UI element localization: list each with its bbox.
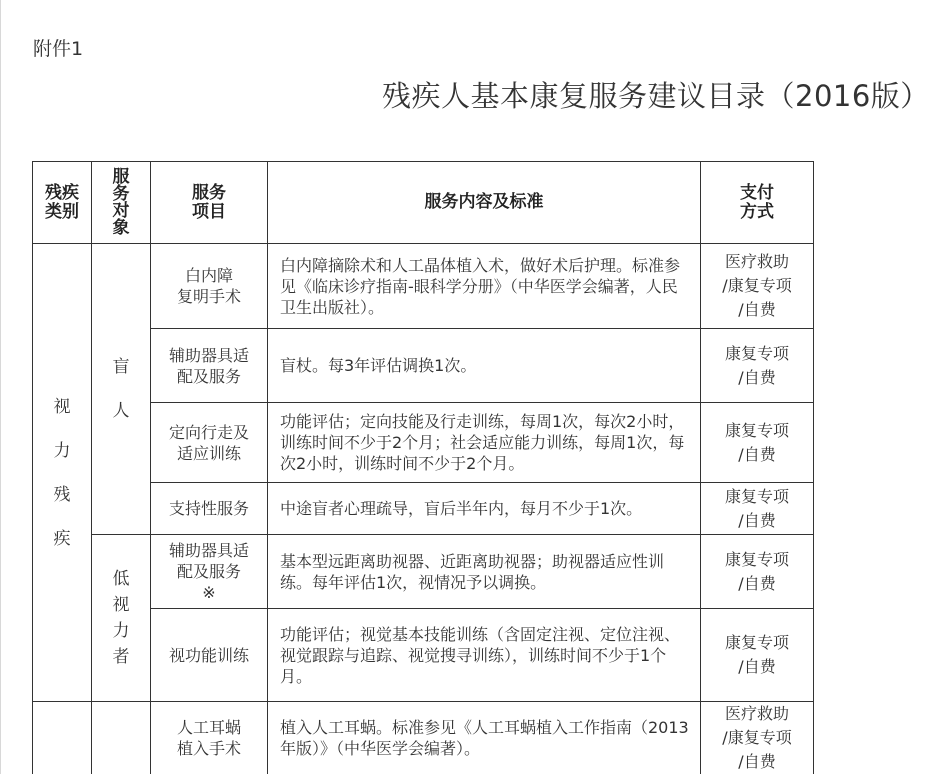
payment-cell: 康复专项 /自费 [701,535,814,609]
item-cell: 白内障 复明手术 [151,244,268,329]
content-cell: 功能评估；视觉基本技能训练（含固定注视、定位注视、视觉跟踪与追踪、视觉搜寻训练），训练时间不少于1个月。 [268,609,701,702]
left-edge-rule [0,0,1,774]
table-row [33,403,814,483]
target-blind-cell: 盲 人 [92,244,151,535]
item-cell: 人工耳蜗 植入手术 [151,702,268,774]
target-cell-empty [92,702,151,774]
payment-cell: 医疗救助 /康复专项 /自费 [701,702,814,774]
table-header-row [33,162,814,244]
target-lowvision-cell: 低 视 力 者 [92,535,151,702]
table-row [33,329,814,403]
payment-cell: 康复专项 /自费 [701,329,814,403]
item-cell: 辅助器具适 配及服务 [151,329,268,403]
content-cell: 白内障摘除术和人工晶体植入术，做好术后护理。标准参见《临床诊疗指南-眼科学分册》（中华医学会编著，人民卫生出版社）。 [268,244,701,329]
payment-cell: 医疗救助 /康复专项 /自费 [701,244,814,329]
table-row [33,702,814,774]
table-row [33,483,814,535]
category-cell-empty [33,702,92,774]
header-payment: 支付 方式 [701,162,814,244]
payment-cell: 康复专项 /自费 [701,403,814,483]
item-cell: 定向行走及 适应训练 [151,403,268,483]
content-cell: 基本型远距离助视器、近距离助视器；助视器适应性训练。每年评估1次，视情况予以调换。 [268,535,701,609]
content-cell: 植入人工耳蜗。标准参见《人工耳蜗植入工作指南（2013年版）》（中华医学会编著）。 [268,702,701,774]
payment-cell: 康复专项 /自费 [701,483,814,535]
item-cell: 支持性服务 [151,483,268,535]
category-vision-cell: 视 力 残 疾 [33,244,92,702]
header-content: 服务内容及标准 [268,162,701,244]
service-catalog-table [32,161,814,774]
item-cell: 辅助器具适 配及服务 ※ [151,535,268,609]
page-title: 残疾人基本康复服务建议目录（2016版） [382,79,930,113]
content-cell: 功能评估；定向技能及行走训练，每周1次，每次2小时，训练时间不少于2个月；社会适应能力训练，每周1次，每次2小时，训练时间不少于2个月。 [268,403,701,483]
attachment-label: 附件1 [33,38,84,60]
table-row [33,244,814,329]
content-cell: 中途盲者心理疏导，盲后半年内，每月不少于1次。 [268,483,701,535]
item-cell: 视功能训练 [151,609,268,702]
content-cell: 盲杖。每3年评估调换1次。 [268,329,701,403]
table-row [33,609,814,702]
table-row [33,535,814,609]
header-category: 残疾 类别 [33,162,92,244]
header-item: 服务 项目 [151,162,268,244]
payment-cell: 康复专项 /自费 [701,609,814,702]
header-target: 服 务 对 象 [92,162,151,244]
